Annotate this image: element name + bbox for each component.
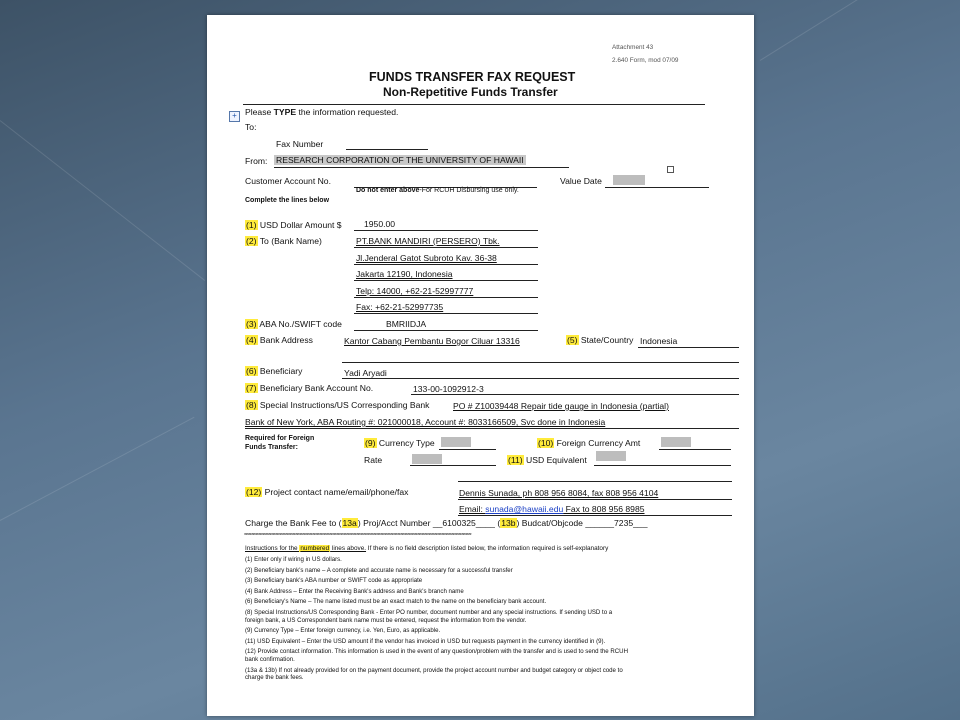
field-label: ABA No./SWIFT code	[257, 319, 342, 329]
bank-name-line-1: PT.BANK MANDIRI (PERSERO) Tbk.	[356, 236, 500, 246]
swift-code-value: BMRIIDJA	[386, 319, 427, 329]
field-line	[354, 280, 538, 281]
instructions-mid: lines above.	[330, 545, 367, 552]
value-date-line	[605, 187, 709, 188]
field-label: State/Country	[578, 335, 634, 345]
special-instructions-value: PO # Z10039448 Repair tide gauge in Indonesia (partial)	[453, 401, 669, 411]
bank-name-line-2: Jl.Jenderal Gatot Subroto Kav. 36-38	[356, 253, 497, 263]
field-line	[410, 465, 496, 466]
instruction-item: bank confirmation.	[245, 655, 295, 663]
field-number: (10)	[538, 438, 554, 448]
field-number: (3)	[246, 319, 257, 329]
field-label: USD Dollar Amount $	[257, 220, 342, 230]
field-label: To (Bank Name)	[257, 236, 322, 246]
rate-field	[412, 454, 442, 464]
field-1-label	[245, 220, 342, 230]
field-line	[458, 481, 732, 482]
form-title: FUNDS TRANSFER FAX REQUEST	[369, 70, 576, 84]
please-prefix: Please	[245, 107, 274, 117]
from-label: From:	[245, 156, 268, 166]
customer-account-label: Customer Account No.	[245, 176, 331, 186]
field-4-label	[245, 335, 313, 345]
bank-name-line-4: Telp: 14000, +62-21-52997777	[356, 286, 474, 296]
background-decoration	[760, 0, 960, 61]
currency-type-field	[441, 437, 471, 447]
foreign-transfer-label	[245, 434, 314, 452]
fax-number-line	[346, 149, 428, 150]
instructions-list	[245, 556, 628, 682]
field-line	[354, 313, 538, 314]
instruction-item: (12) Provide contact information. This information is used in the event of any question/problem with the transfer and is used to send the RCUH	[245, 648, 628, 656]
field-5-label	[566, 335, 633, 345]
document-page	[207, 15, 754, 716]
instructions-prefix: Instructions for the	[245, 545, 300, 552]
beneficiary-value: Yadi Aryadi	[344, 368, 387, 378]
from-value: RESEARCH CORPORATION OF THE UNIVERSITY OF HAWAII	[276, 155, 524, 165]
field-label: Project contact name/email/phone/fax	[262, 487, 409, 497]
field-label: Foreign Currency Amt	[554, 438, 641, 448]
field-number: (1)	[246, 220, 257, 230]
foreign-label-line1: Required for Foreign	[245, 435, 315, 442]
instructions-heading	[245, 545, 608, 553]
field-line	[354, 247, 538, 248]
form-number: 2.640 Form, mod 07/09	[612, 57, 679, 64]
instruction-item: (1) Enter only if wiring in US dollars.	[245, 556, 342, 563]
field-line	[342, 362, 739, 363]
field-number: (9)	[365, 438, 376, 448]
field-label: Beneficiary Bank Account No.	[257, 383, 374, 393]
field-label: Beneficiary	[257, 366, 303, 376]
field-number: (6)	[246, 366, 257, 376]
instruction-item: charge the bank fees.	[245, 674, 304, 682]
background-decoration	[0, 120, 205, 281]
field-7-label	[245, 383, 373, 393]
field-line	[354, 264, 538, 265]
instruction-item: (9) Currency Type – Enter foreign currency, i.e. Yen, Euro, as applicable.	[245, 627, 441, 635]
field-number: (4)	[246, 335, 257, 345]
field-line	[439, 449, 496, 450]
do-not-enter-note	[356, 187, 519, 194]
usd-equivalent-field	[596, 451, 626, 461]
value-date-label: Value Date	[560, 176, 602, 186]
field-label: Bank Address	[257, 335, 313, 345]
field-line	[245, 428, 739, 429]
attachment-label: Attachment 43	[612, 44, 654, 51]
field-9-label	[364, 438, 435, 448]
field-number: 13a	[342, 518, 357, 528]
checkbox-icon[interactable]	[667, 166, 674, 173]
instruction-item: (2) Beneficiary bank's name – A complete and accurate name is necessary for a successful transfer	[245, 566, 513, 574]
bank-address-value: Kantor Cabang Pembantu Bogor Ciluar 13316	[344, 336, 520, 346]
charge-mid: ) Proj/Acct Number __6100325____ (	[357, 518, 501, 528]
background-decoration	[0, 417, 194, 521]
field-line	[638, 347, 739, 348]
bank-name-line-5: Fax: +62-21-52997735	[356, 302, 444, 312]
field-number: (5)	[567, 335, 578, 345]
field-number: (2)	[246, 236, 257, 246]
charge-suffix: ) Budcat/Objcode ______7235___	[516, 518, 648, 528]
value-date-field	[613, 175, 645, 185]
field-line	[411, 394, 739, 395]
field-3-label	[245, 319, 342, 329]
instructions-highlight: numbered	[300, 545, 330, 552]
fax-number-label: Fax Number	[276, 139, 324, 149]
instruction-item: (11) USD Equivalent – Enter the USD amount if the vendor has invoiced in USD but requests payment in the currency identified in (9).	[245, 637, 606, 645]
foreign-amount-field	[661, 437, 691, 447]
rate-label: Rate	[364, 455, 383, 465]
form-subtitle: Non-Repetitive Funds Transfer	[383, 85, 558, 99]
do-not-enter-bold: Do not enter above	[356, 187, 420, 194]
field-number: (8)	[246, 400, 257, 410]
fax-to: Fax to 808 956 8985	[563, 504, 645, 514]
field-line	[659, 449, 731, 450]
do-not-enter-rest: -For RCUH Disbursing use only.	[419, 187, 519, 194]
field-label: Special Instructions/US Corresponding Bank	[257, 400, 430, 410]
bank-name-line-3: Jakarta 12190, Indonesia	[356, 269, 453, 279]
field-12-label	[245, 487, 408, 497]
charge-bank-fee-line	[245, 518, 647, 528]
email-link[interactable]: sunada@hawaii.edu	[485, 504, 564, 514]
field-8-label	[245, 400, 429, 410]
field-6-label	[245, 366, 302, 376]
field-line	[458, 515, 732, 516]
contact-line-2	[459, 504, 645, 514]
plus-icon[interactable]: +	[229, 111, 240, 122]
field-11-label	[507, 455, 587, 465]
field-number: 13b	[501, 518, 516, 528]
field-number: (12)	[246, 487, 262, 497]
state-country-value: Indonesia	[640, 336, 678, 346]
separator-stars: ****************************************************************************************************************************************************************	[244, 533, 472, 539]
from-line	[274, 167, 569, 168]
field-line	[594, 465, 731, 466]
instruction-item: (4) Bank Address – Enter the Receiving Bank's address and Bank's branch name	[245, 587, 464, 595]
field-2-label	[245, 236, 322, 246]
instruction-item: (3) Beneficiary bank's ABA number or SWIFT code as appropriate	[245, 577, 423, 585]
field-number: (7)	[246, 383, 257, 393]
usd-amount-value: 1950.00	[364, 219, 396, 229]
field-label: Currency Type	[376, 438, 435, 448]
header-rule	[243, 104, 705, 105]
field-10-label	[537, 438, 640, 448]
field-line	[354, 230, 538, 231]
field-line	[342, 378, 739, 379]
email-prefix: Email:	[459, 504, 486, 514]
foreign-label-line2: Funds Transfer:	[245, 444, 298, 451]
please-suffix: the information requested.	[296, 107, 399, 117]
instruction-item: (6) Beneficiary's Name – The name listed must be an exact match to the name on the beneficiary bank account.	[245, 598, 547, 606]
charge-prefix: Charge the Bank Fee to (	[245, 518, 342, 528]
instruction-item: (13a & 13b) If not already provided for on the payment document, provide the project account number and budget category or object code to	[245, 666, 623, 674]
field-line	[354, 330, 538, 331]
field-line	[458, 499, 732, 500]
field-number: (11)	[508, 455, 523, 465]
please-bold: TYPE	[273, 107, 297, 117]
instructions-rest: If there is no field description listed below, the information required is self-explanatory	[366, 545, 609, 552]
complete-lines-label: Complete the lines below	[245, 197, 330, 204]
field-label: USD Equivalent	[523, 455, 587, 465]
to-label: To:	[245, 122, 257, 132]
field-line	[354, 297, 538, 298]
instruction-item: foreign bank, a US Correspondent bank name must be entered, request the information from the vendor.	[245, 616, 527, 624]
instruction-item: (8) Special Instructions/US Corresponding Bank - Enter PO number, document number and any special instructions. If sending USD to a	[245, 608, 613, 616]
contact-line-1: Dennis Sunada, ph 808 956 8084, fax 808 956 4104	[459, 488, 659, 498]
account-number-value: 133-00-1092912-3	[413, 384, 484, 394]
corresponding-bank-value: Bank of New York, ABA Routing #: 021000018, Account #: 8033166509, Svc done in Indonesia	[245, 417, 606, 427]
please-type-note	[245, 107, 398, 117]
